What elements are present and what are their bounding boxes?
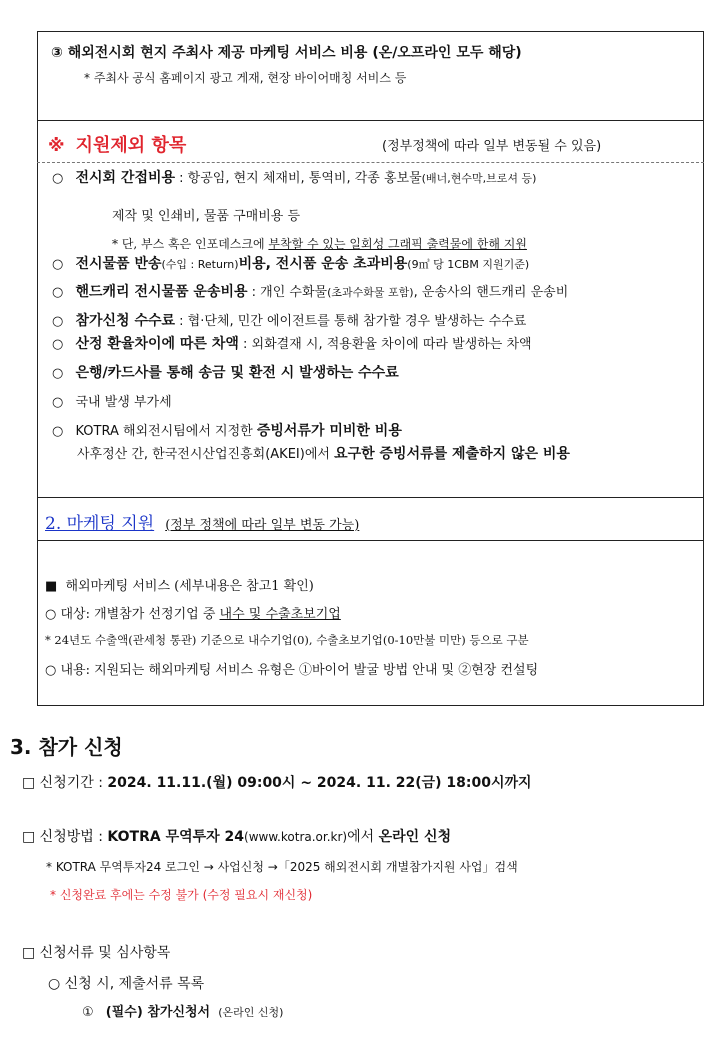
marketing-title-box	[37, 497, 704, 541]
marketing-title: 2. 마케팅 지원	[45, 514, 155, 534]
marketing-service-line: ■ 해외마케팅 서비스 (세부내용은 참고1 확인)	[45, 579, 314, 594]
marketing-content-line: ○ 내용: 지원되는 해외마케팅 서비스 유형은 ①바이어 발굴 방법 안내 및 ②현장 컨설팅	[45, 663, 539, 678]
excluded-item-5: ○ 산정 환율차이에 따른 차액 : 외화결재 시, 적용환율 차이에 따라 발생하는 차액	[52, 336, 532, 352]
bullet: ○	[52, 171, 64, 186]
marketing-target-line: ○ 대상: 개별참가 선정기업 중 내수 및 수출초보기업	[45, 607, 341, 622]
header-divider	[37, 162, 704, 163]
excluded-item-6: ○ 은행/카드사를 통해 송금 및 환전 시 발생하는 수수료	[52, 365, 399, 381]
application-period: □ 신청기간 : 2024. 11.11.(월) 09:00시 ~ 2024. 11. 22(금) 18:00시까지	[22, 775, 532, 791]
item3-note: * 주최사 공식 홈페이지 광고 게재, 현장 바이어매칭 서비스 등	[84, 71, 407, 85]
bullet: ○	[52, 314, 64, 329]
excluded-item-7: ○ 국내 발생 부가세	[52, 395, 172, 410]
excluded-title: 지원제외 항목	[75, 135, 187, 156]
excluded-item-3: ○ 핸드캐리 전시물품 운송비용 : 개인 수화물(초과수화물 포함), 운송사의 핸드캐리 운송비	[52, 284, 569, 300]
bullet: ○	[52, 366, 64, 381]
application-warning-note: * 신청완료 후에는 수정 불가 (수정 필요시 재신청)	[50, 888, 313, 902]
marketing-detail-box	[37, 540, 704, 706]
excluded-header	[48, 131, 186, 157]
application-method-note: * KOTRA 무역투자24 로그인 → 사업신청 →「2025 해외전시회 개별참가지원 사업」검색	[46, 860, 518, 874]
bullet: ○	[52, 257, 64, 272]
marketing-header	[45, 509, 359, 534]
marketing-note: (정부 정책에 따라 일부 변동 가능)	[165, 518, 360, 533]
documents-heading: □ 신청서류 및 심사항목	[22, 945, 171, 961]
marketing-criteria-note: * 24년도 수출액(관세청 통관) 기준으로 내수기업(0), 수출초보기업(0-10만불 미만) 등으로 구분	[45, 633, 529, 647]
excluded-item-1-cont: 제작 및 인쇄비, 물품 구매비용 등	[112, 209, 301, 224]
excluded-item-8: ○ KOTRA 해외전시팀에서 지정한 증빙서류가 미비한 비용	[52, 423, 402, 439]
item3-title: ③ 해외전시회 현지 주최사 제공 마케팅 서비스 비용 (온/오프라인 모두 해당)	[51, 45, 522, 61]
excluded-item-1: ○ 전시회 간접비용 : 항공임, 현지 체재비, 통역비, 각종 홍보물(배너,현수막,브로셔 등)	[52, 170, 537, 186]
documents-item-1: ① (필수) 참가신청서 (온라인 신청)	[82, 1005, 284, 1020]
bullet: ○	[52, 337, 64, 352]
application-method: □ 신청방법 : KOTRA 무역투자 24(www.kotra.or.kr)에서 온라인 신청	[22, 829, 452, 845]
documents-subheading: ○ 신청 시, 제출서류 목록	[48, 976, 205, 992]
reference-mark: ※	[48, 136, 65, 156]
bullet: ○	[52, 285, 64, 300]
section-heading: 3. 참가 신청	[10, 735, 123, 759]
excluded-item-4: ○ 참가신청 수수료 : 협·단체, 민간 에이전트를 통해 참가할 경우 발생하는 수수료	[52, 313, 527, 329]
support-items-box	[37, 31, 704, 121]
bullet: ○	[52, 395, 64, 410]
excluded-item-8-cont: 사후정산 간, 한국전시산업진흥회(AKEI)에서 요구한 증빙서류를 제출하지 않은 비용	[77, 446, 570, 462]
excluded-item-1-note: * 단, 부스 혹은 인포데스크에 부착할 수 있는 일회성 그래픽 출력물에 한해 지원	[112, 237, 527, 251]
excluded-item-2: ○ 전시물품 반송(수입 : Return)비용, 전시품 운송 초과비용(9㎥ 당 1CBM 지원기준)	[52, 256, 530, 272]
bullet: ○	[52, 424, 64, 439]
square-bullet-icon: ■	[45, 579, 58, 594]
excluded-note: (정부정책에 따라 일부 변동될 수 있음)	[382, 139, 602, 154]
